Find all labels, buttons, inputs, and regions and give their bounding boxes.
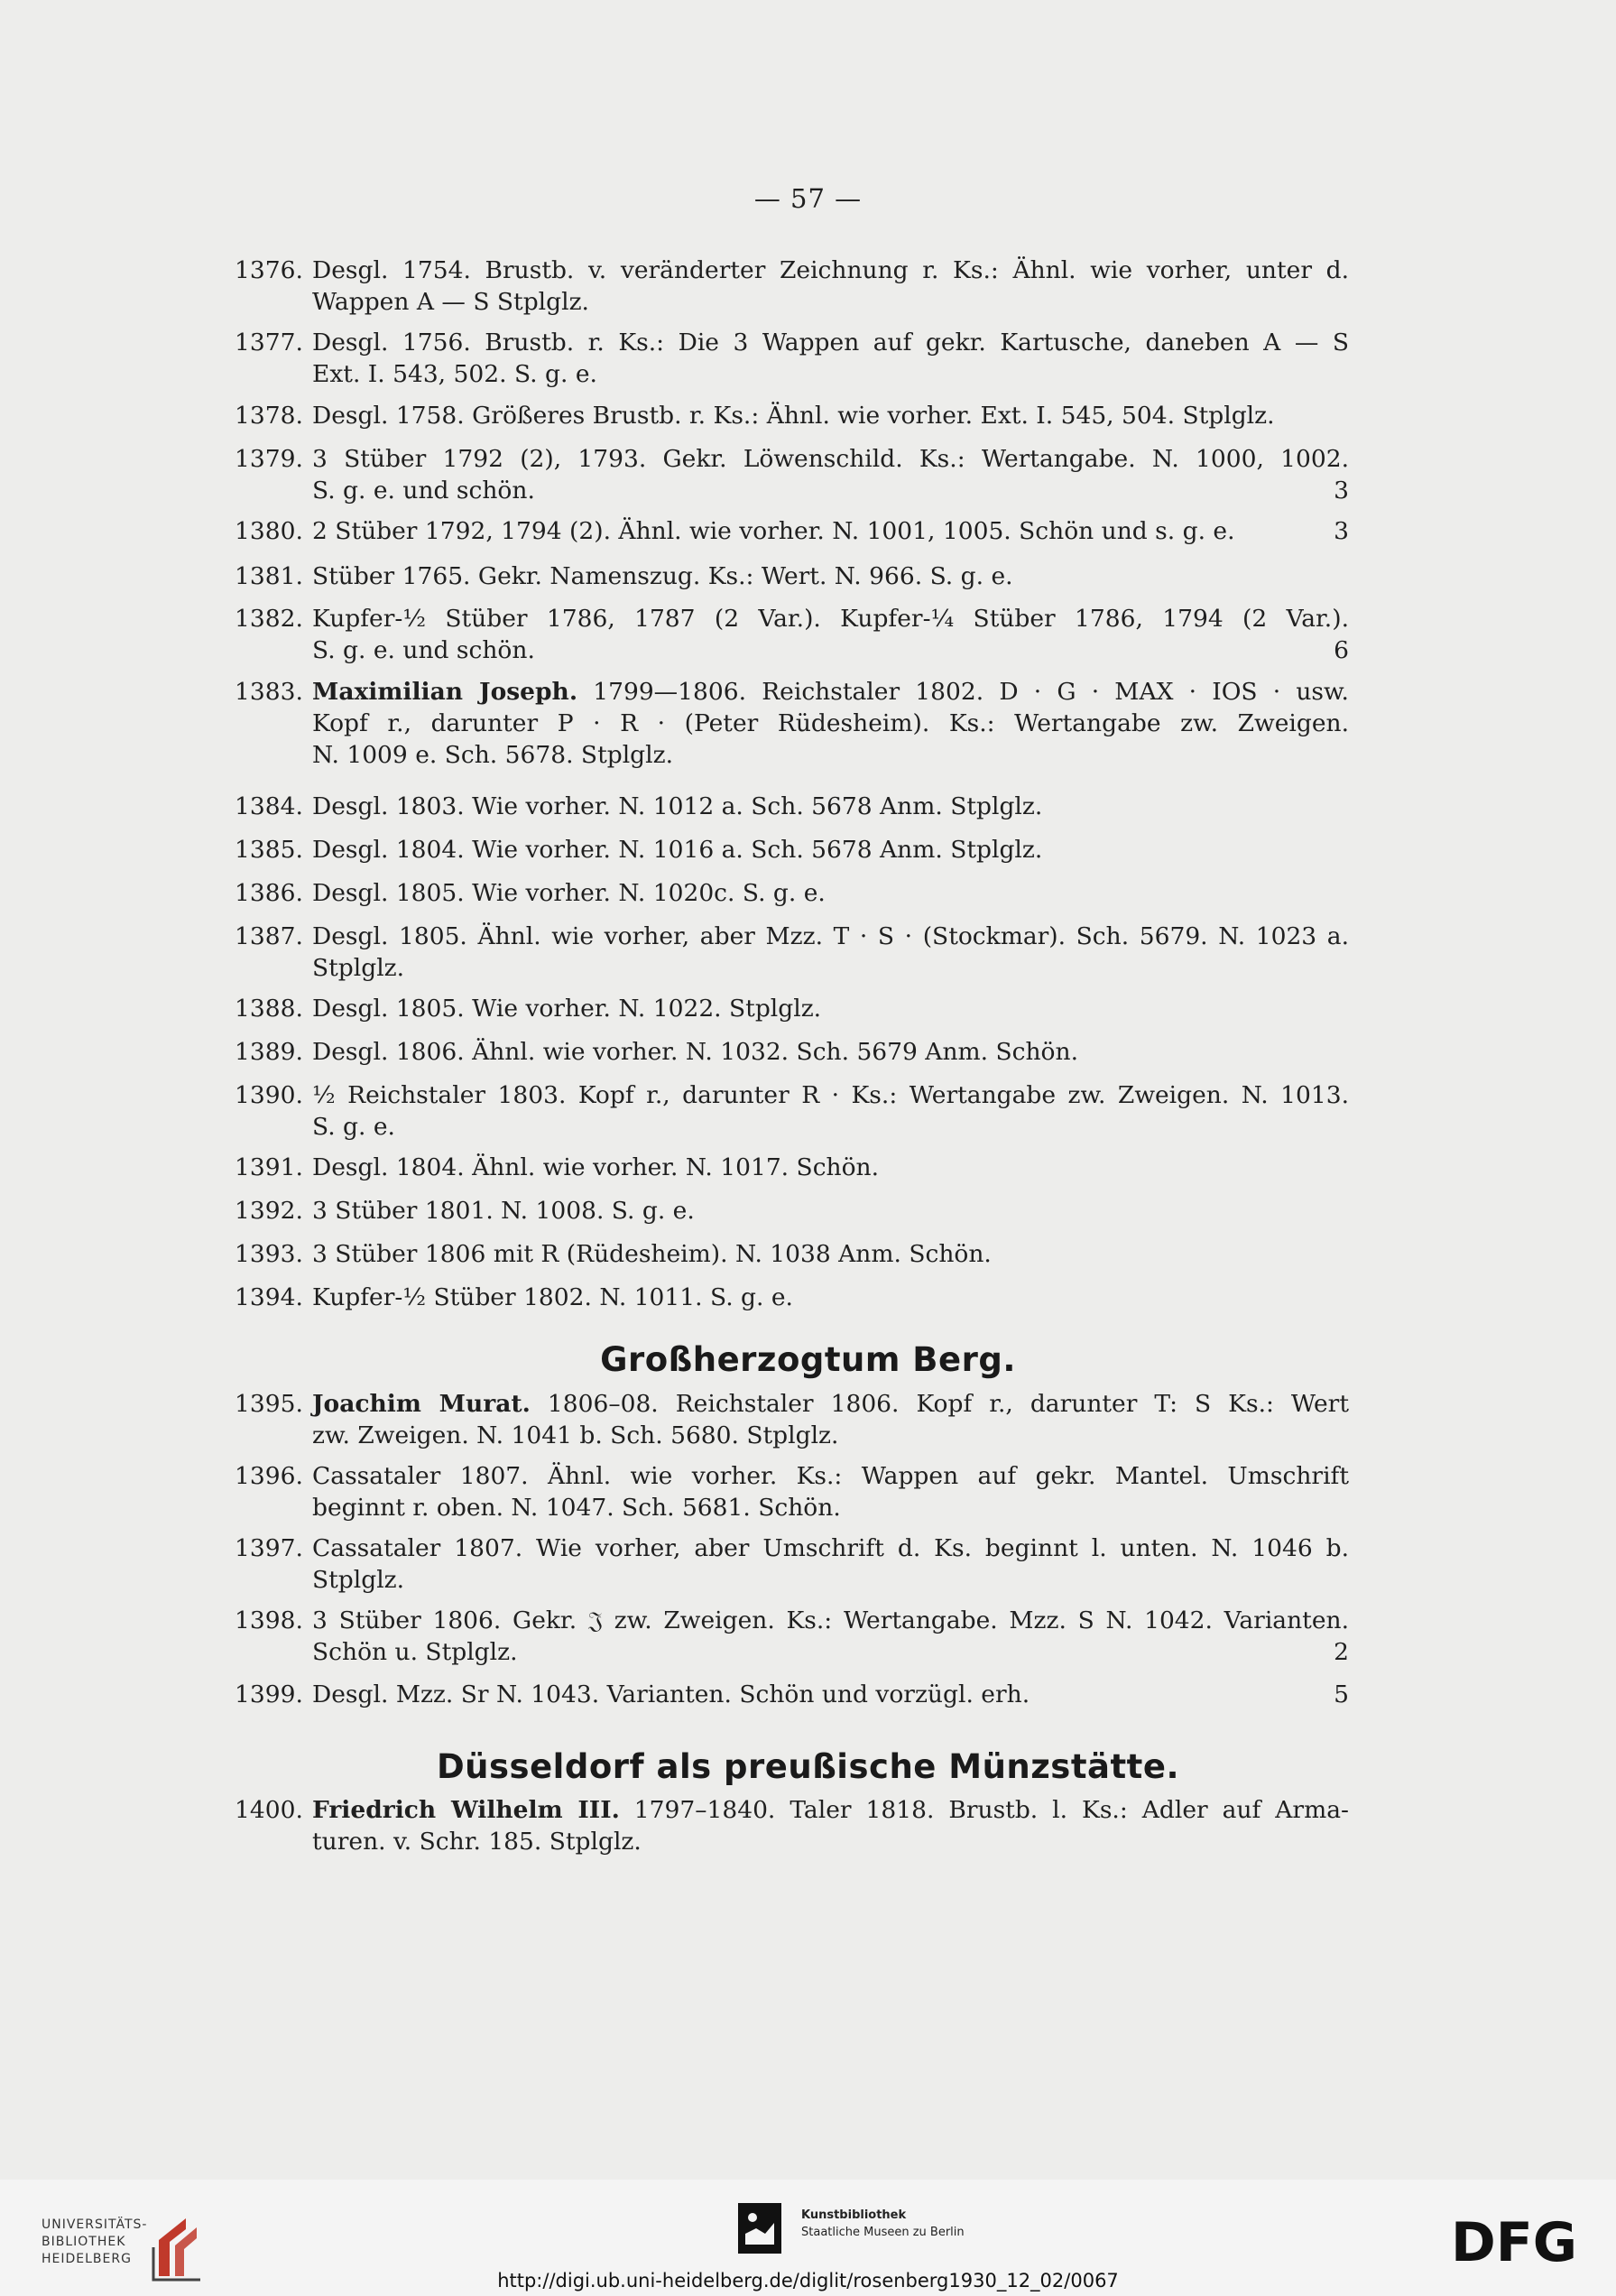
entry-line: Kopf r., darunter P · R · (Peter Rüdesheim). Ks.: Wertangabe zw. Zweigen.: [312, 709, 1349, 737]
entry-line: Desgl. 1805. Wie vorher. N. 1020c. S. g. e.: [312, 879, 826, 907]
entry-line: Desgl. 1804. Ähnl. wie vorher. N. 1017. Schön.: [312, 1153, 880, 1181]
catalog-entry: [235, 993, 1349, 1024]
entry-value: 3: [1334, 477, 1349, 505]
entry-text: [312, 1079, 1349, 1143]
entry-number: 1393.: [235, 1240, 303, 1268]
entry-line: Desgl. 1803. Wie vorher. N. 1012 a. Sch. 5678 Anm. Stplglz.: [312, 792, 1043, 820]
entry-line: 3 Stüber 1792 (2), 1793. Gekr. Löwenschild. Ks.: Wertangabe. N. 1000, 1002.: [312, 445, 1349, 473]
entry-line: [312, 1794, 1349, 1826]
entry-number: 1387.: [235, 922, 303, 950]
entry-number: 1397.: [235, 1534, 303, 1562]
entry-ruler-name: Joachim Murat.: [312, 1390, 531, 1418]
catalog-entry: [235, 791, 1349, 822]
catalog-entry: [235, 1532, 1349, 1596]
catalog-entry: [235, 1152, 1349, 1183]
section-heading-duesseldorf: Düsseldorf als preußische Münzstätte.: [436, 1747, 1180, 1786]
entry-line-text: 1806–08. Reichstaler 1806. Kopf r., darunter T: S Ks.: Wert: [547, 1390, 1349, 1418]
entry-line: Desgl. 1754. Brustb. v. veränderter Zeichnung r. Ks.: Ähnl. wie vorher, unter d.: [312, 256, 1349, 284]
entry-line-text: 1799—1806. Reichstaler 1802. D · G · MAX · IOS · usw.: [593, 678, 1349, 706]
entry-line: Kupfer-½ Stüber 1802. N. 1011. S. g. e.: [312, 1283, 793, 1311]
entry-line: Desgl. 1758. Größeres Brustb. r. Ks.: Ähnl. wie vorher. Ext. I. 545, 504. Stplglz.: [312, 402, 1275, 430]
kb-title: Kunstbibliothek: [801, 2208, 907, 2222]
dfg-logo: [1436, 2216, 1592, 2266]
source-url: http://digi.ub.uni-heidelberg.de/diglit/rosenberg1930_12_02/0067: [497, 2270, 1119, 2291]
entry-text: [312, 1195, 1349, 1227]
entry-ruler-name: Maximilian Joseph.: [312, 678, 578, 706]
entry-line: Ext. I. 543, 502. S. g. e.: [312, 360, 597, 388]
entry-line: Desgl. 1756. Brustb. r. Ks.: Die 3 Wappen auf gekr. Kartusche, daneben A — S: [312, 329, 1349, 356]
entry-text: [312, 560, 1349, 592]
catalog-entry: [235, 327, 1349, 390]
entry-text: [312, 834, 1349, 866]
entry-number: 1384.: [235, 792, 303, 820]
entry-number: 1388.: [235, 995, 303, 1023]
entry-number: 1398.: [235, 1606, 303, 1634]
entry-text: [312, 1532, 1349, 1596]
catalog-entry: [235, 255, 1349, 318]
entry-text: [312, 327, 1349, 390]
entry-value: 2: [1334, 1638, 1349, 1666]
entry-value: 5: [1334, 1680, 1349, 1708]
catalog-entry: [235, 834, 1349, 866]
entry-line: beginnt r. oben. N. 1047. Sch. 5681. Schön.: [312, 1494, 841, 1522]
entry-text: [312, 255, 1349, 318]
entry-number: 1381.: [235, 562, 303, 590]
entry-number: 1379.: [235, 445, 303, 473]
ub-line-2: BIBLIOTHEK: [42, 2235, 126, 2249]
entry-line: Cassataler 1807. Wie vorher, aber Umschrift d. Ks. beginnt l. unten. N. 1046 b.: [312, 1534, 1349, 1562]
catalog-entry: [235, 443, 1349, 506]
kb-subtitle: Staatliche Museen zu Berlin: [801, 2226, 965, 2239]
entry-line: 2 Stüber 1792, 1794 (2). Ähnl. wie vorher. N. 1001, 1005. Schön und s. g. e.: [312, 517, 1235, 545]
entry-text: [312, 603, 1349, 666]
entry-text: [312, 1036, 1349, 1068]
catalog-entry: [235, 1605, 1349, 1668]
entry-text: [312, 515, 1349, 547]
entry-line: [312, 676, 1349, 708]
entry-number: 1383.: [235, 678, 303, 706]
entry-number: 1382.: [235, 605, 303, 633]
entry-number: 1390.: [235, 1081, 303, 1109]
entry-number: 1385.: [235, 836, 303, 864]
entry-line: 3 Stüber 1801. N. 1008. S. g. e.: [312, 1197, 695, 1225]
catalog-entry: [235, 676, 1349, 771]
entry-line: [312, 1388, 1349, 1420]
entry-line: Stüber 1765. Gekr. Namenszug. Ks.: Wert. N. 966. S. g. e.: [312, 562, 1013, 590]
entry-value: 6: [1334, 636, 1349, 664]
entry-number: 1394.: [235, 1283, 303, 1311]
catalog-entry: [235, 921, 1349, 984]
entry-line: S. g. e.: [312, 1113, 395, 1141]
catalog-entry: [235, 1679, 1349, 1710]
entry-line: Cassataler 1807. Ähnl. wie vorher. Ks.: Wappen auf gekr. Mantel. Umschrift: [312, 1462, 1349, 1490]
entry-line: Desgl. Mzz. Sr N. 1043. Varianten. Schön und vorzügl. erh.: [312, 1680, 1030, 1708]
entry-text: [312, 1152, 1349, 1183]
catalog-entry: [235, 560, 1349, 592]
ub-heidelberg-logo-text: [42, 2217, 147, 2268]
entry-text: [312, 921, 1349, 984]
entry-text: [312, 877, 1349, 909]
entry-number: 1400.: [235, 1796, 303, 1824]
entry-line: S. g. e. und schön.: [312, 477, 535, 505]
ub-line-1: UNIVERSITÄTS-: [42, 2217, 148, 2232]
catalog-entry: [235, 1282, 1349, 1313]
entry-text: [312, 1238, 1349, 1270]
entry-value: 3: [1334, 517, 1349, 545]
catalog-entry: [235, 1794, 1349, 1857]
entry-number: 1399.: [235, 1680, 303, 1708]
entry-number: 1391.: [235, 1153, 303, 1181]
entry-number: 1380.: [235, 517, 303, 545]
entry-text: [312, 1679, 1349, 1710]
entry-line: Desgl. 1806. Ähnl. wie vorher. N. 1032. Sch. 5679 Anm. Schön.: [312, 1038, 1078, 1066]
entry-line: ½ Reichstaler 1803. Kopf r., darunter R · Ks.: Wertangabe zw. Zweigen. N. 1013.: [312, 1081, 1349, 1109]
catalog-entry: [235, 1036, 1349, 1068]
entry-number: 1389.: [235, 1038, 303, 1066]
entry-text: [312, 443, 1349, 506]
entry-number: 1392.: [235, 1197, 303, 1225]
catalog-entry: [235, 1238, 1349, 1270]
entry-text: [312, 1460, 1349, 1523]
entry-number: 1396.: [235, 1462, 303, 1490]
catalog-entry: [235, 1079, 1349, 1143]
entry-number: 1378.: [235, 402, 303, 430]
entry-line: Desgl. 1805. Wie vorher. N. 1022. Stplglz.: [312, 995, 822, 1023]
entry-number: 1386.: [235, 879, 303, 907]
entry-number: 1395.: [235, 1390, 303, 1418]
entry-line: Desgl. 1804. Wie vorher. N. 1016 a. Sch. 5678 Anm. Stplglz.: [312, 836, 1043, 864]
entry-text: [312, 1605, 1349, 1668]
catalog-entry: [235, 877, 1349, 909]
catalog-entry: [235, 1195, 1349, 1227]
catalog-entry: [235, 1460, 1349, 1523]
entry-text: [312, 1794, 1349, 1857]
catalog-entry: [235, 603, 1349, 666]
page-number: — 57 —: [753, 183, 863, 214]
entry-line: 3 Stüber 1806. Gekr. 𝔍 zw. Zweigen. Ks.: Wertangabe. Mzz. S N. 1042. Varianten.: [312, 1606, 1349, 1634]
entry-text: [312, 791, 1349, 822]
entry-text: [312, 993, 1349, 1024]
entry-line: turen. v. Schr. 185. Stplglz.: [312, 1828, 642, 1856]
dfg-logo-text: DFG: [1450, 2216, 1578, 2266]
kunstbibliothek-logo-icon: [738, 2203, 781, 2254]
entry-text: [312, 676, 1349, 771]
catalog-entry: [235, 400, 1349, 431]
section-heading-berg: Großherzogtum Berg.: [600, 1340, 1016, 1379]
entry-line: Schön u. Stplglz.: [312, 1638, 518, 1666]
entry-line: Desgl. 1805. Ähnl. wie vorher, aber Mzz. T · S · (Stockmar). Sch. 5679. N. 1023 a.: [312, 922, 1349, 950]
entry-text: [312, 1282, 1349, 1313]
entry-line: N. 1009 e. Sch. 5678. Stplglz.: [312, 741, 673, 769]
kunstbibliothek-logo-text: [801, 2207, 965, 2241]
entry-line: 3 Stüber 1806 mit R (Rüdesheim). N. 1038 Anm. Schön.: [312, 1240, 992, 1268]
entry-line-text: 1797–1840. Taler 1818. Brustb. l. Ks.: Adler auf Arma-: [633, 1796, 1349, 1824]
entry-ruler-name: Friedrich Wilhelm III.: [312, 1796, 620, 1824]
entry-line: Stplglz.: [312, 954, 405, 982]
entry-line: Stplglz.: [312, 1566, 405, 1594]
entry-number: 1376.: [235, 256, 303, 284]
entry-text: [312, 1388, 1349, 1451]
entry-line: S. g. e. und schön.: [312, 636, 535, 664]
entry-text: [312, 400, 1349, 431]
ub-line-3: HEIDELBERG: [42, 2252, 132, 2266]
catalog-entry: [235, 515, 1349, 547]
entry-line: zw. Zweigen. N. 1041 b. Sch. 5680. Stplglz.: [312, 1421, 839, 1449]
catalog-entry: [235, 1388, 1349, 1451]
entry-number: 1377.: [235, 329, 303, 356]
entry-line: Wappen A — S Stplglz.: [312, 288, 589, 316]
entry-line: Kupfer-½ Stüber 1786, 1787 (2 Var.). Kupfer-¼ Stüber 1786, 1794 (2 Var.).: [312, 605, 1349, 633]
